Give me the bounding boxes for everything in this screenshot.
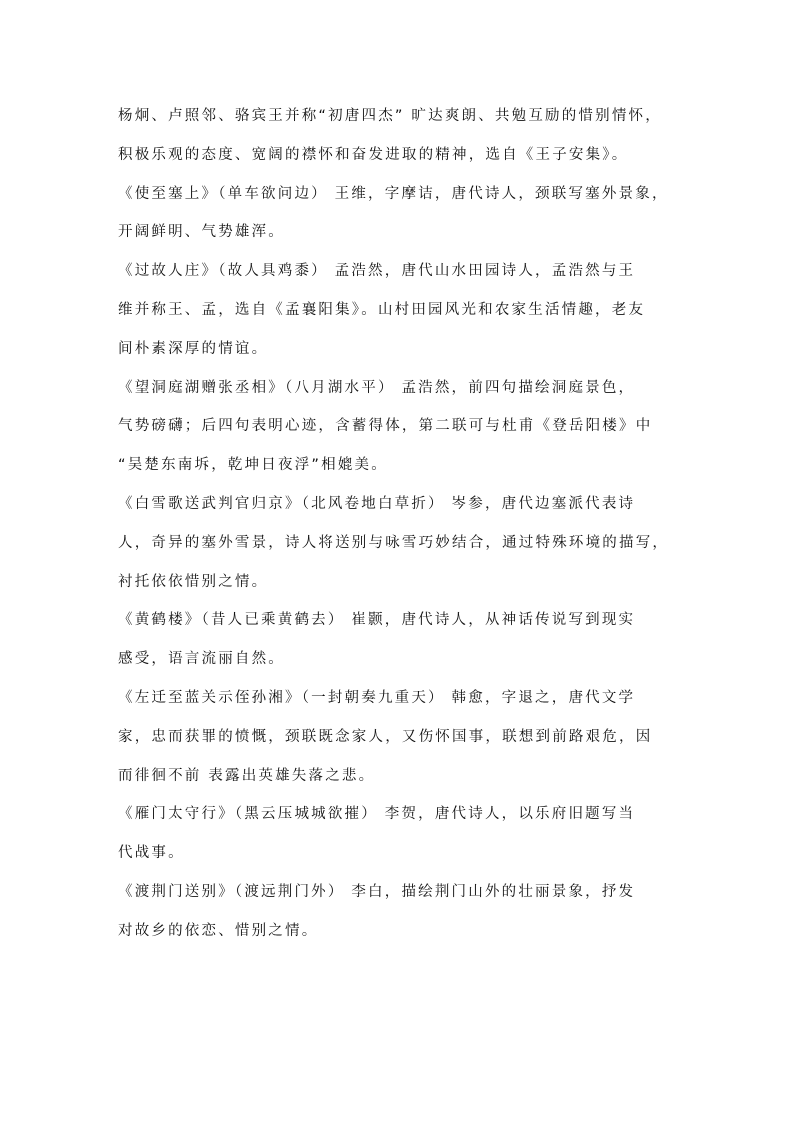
text-line: 《黄鹤楼》（昔人已乘黄鹤去） 崔颢，唐代诗人，从神话传说写到现实 (118, 612, 636, 629)
document-body (118, 104, 698, 958)
text-line: 开阔鲜明、气势雄浑。 (118, 224, 285, 241)
text-line: 《过故人庄》（故人具鸡黍） 孟浩然，唐代山水田园诗人，孟浩然与王 (118, 263, 636, 280)
text-line: 对故乡的依恋、惜别之情。 (118, 922, 319, 939)
text-line: 《望洞庭湖赠张丞相》（八月湖水平） 孟浩然，前四句描绘洞庭景色， (118, 379, 636, 396)
text-line: 《白雪歌送武判官归京》（北风卷地白草折） 岑参，唐代边塞派代表诗 (118, 495, 636, 512)
text-line: 杨炯、卢照邻、骆宾王并称“初唐四杰” 旷达爽朗、共勉互励的惜别情怀， (118, 108, 662, 124)
text-line: 人，奇异的塞外雪景，诗人将送别与咏雪巧妙结合，通过特殊环境的描写， (118, 534, 670, 551)
text-line: 家，忠而获罪的愤慨，颈联既念家人，又伤怀国事，联想到前路艰危，因 (118, 728, 653, 745)
text-line: 气势磅礴；后四句表明心迹，含蓄得体，第二联可与杜甫《登岳阳楼》中 (118, 418, 653, 435)
text-line: 维并称王、孟，选自《孟襄阳集》。山村田园风光和农家生活情趣，老友 (118, 301, 646, 318)
text-line: 《渡荆门送别》（渡远荆门外） 李白，描绘荆门山外的壮丽景象，抒发 (118, 883, 636, 900)
text-line: 积极乐观的态度、宽阔的襟怀和奋发进取的精神，选自《王子安集》。 (118, 146, 629, 163)
text-line: 《使至塞上》（单车欲问边） 王维，字摩诘，唐代诗人，颈联写塞外景象， (118, 185, 669, 202)
text-line: 代战事。 (118, 845, 185, 862)
text-line: 间朴素深厚的情谊。 (118, 340, 269, 357)
text-line: 而徘徊不前 表露出英雄失落之悲。 (118, 767, 376, 784)
text-line: 《雁门太守行》（黑云压城城欲摧） 李贺，唐代诗人，以乐府旧题写当 (118, 806, 636, 823)
text-line: 感受，语言流丽自然。 (118, 651, 285, 668)
text-line: 《左迁至蓝关示侄孙湘》（一封朝奏九重天） 韩愈，字退之，唐代文学 (118, 689, 636, 706)
text-line: 衬托依依惜别之情。 (118, 573, 269, 590)
text-line: “吴楚东南坼，乾坤日夜浮”相媲美。 (118, 457, 388, 474)
